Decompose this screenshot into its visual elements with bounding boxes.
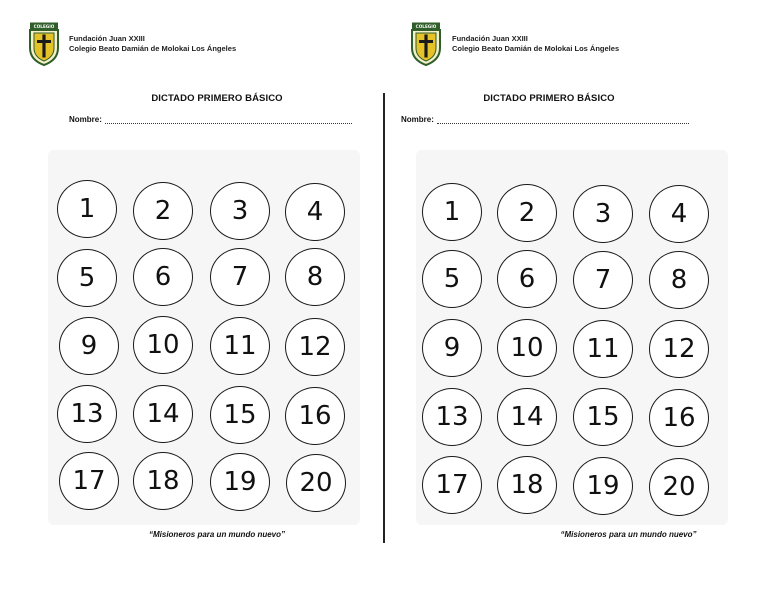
school-motto: “Misioneros para un mundo nuevo” — [148, 530, 285, 539]
number-circle[interactable]: 20 — [649, 458, 709, 516]
number-circle[interactable]: 3 — [210, 182, 270, 240]
school-crest-icon — [410, 22, 442, 66]
foundation-name: Fundación Juan XXIII — [452, 34, 528, 43]
number-circle[interactable]: 17 — [422, 456, 482, 514]
number-circle[interactable]: 20 — [286, 454, 346, 512]
number-circle[interactable]: 6 — [497, 250, 557, 308]
number-circle[interactable]: 2 — [497, 184, 557, 242]
name-field[interactable] — [69, 115, 352, 124]
number-circle[interactable]: 5 — [422, 250, 482, 308]
number-circle[interactable]: 13 — [422, 388, 482, 446]
number-circle[interactable]: 12 — [285, 318, 345, 376]
name-label: Nombre: — [69, 115, 102, 124]
number-circle[interactable]: 2 — [133, 182, 193, 240]
school-crest-icon — [28, 22, 60, 66]
svg-text:COLEGIO: COLEGIO — [33, 23, 55, 29]
number-circle[interactable]: 7 — [573, 251, 633, 309]
school-name: Colegio Beato Damián de Molokai Los Ángeles — [69, 44, 237, 53]
number-circle[interactable]: 4 — [285, 183, 345, 241]
number-circle[interactable]: 19 — [573, 457, 633, 515]
number-circle[interactable]: 4 — [649, 185, 709, 243]
svg-text:COLEGIO: COLEGIO — [415, 23, 437, 29]
number-circle[interactable]: 1 — [57, 180, 117, 238]
number-circle[interactable]: 1 — [422, 183, 482, 241]
number-circle[interactable]: 19 — [210, 453, 270, 511]
worksheet-title: DICTADO PRIMERO BÁSICO — [151, 93, 283, 104]
number-circle[interactable]: 10 — [133, 316, 193, 374]
number-circle[interactable]: 15 — [573, 388, 633, 446]
number-circle[interactable]: 5 — [57, 249, 117, 307]
worksheet-right — [384, 0, 768, 594]
number-circle[interactable]: 12 — [649, 320, 709, 378]
number-grid — [416, 150, 728, 525]
number-circle[interactable]: 16 — [285, 387, 345, 445]
number-circle[interactable]: 16 — [649, 389, 709, 447]
number-circle[interactable]: 8 — [285, 248, 345, 306]
number-circle[interactable]: 3 — [573, 185, 633, 243]
worksheet-title: DICTADO PRIMERO BÁSICO — [483, 93, 615, 104]
school-motto: “Misioneros para un mundo nuevo” — [560, 530, 697, 539]
name-label: Nombre: — [401, 115, 434, 124]
number-circle[interactable]: 15 — [210, 386, 270, 444]
name-blank[interactable] — [105, 116, 352, 124]
number-circle[interactable]: 9 — [59, 317, 119, 375]
number-circle[interactable]: 13 — [57, 385, 117, 443]
number-circle[interactable]: 11 — [210, 317, 270, 375]
school-info — [452, 34, 619, 54]
number-circle[interactable]: 10 — [497, 319, 557, 377]
number-circle[interactable]: 11 — [573, 320, 633, 378]
number-circle[interactable]: 18 — [133, 452, 193, 510]
name-blank[interactable] — [437, 116, 689, 124]
school-name: Colegio Beato Damián de Molokai Los Ángeles — [452, 44, 620, 53]
number-circle[interactable]: 6 — [133, 248, 193, 306]
number-circle[interactable]: 9 — [422, 319, 482, 377]
number-grid — [48, 150, 360, 525]
number-circle[interactable]: 17 — [59, 452, 119, 510]
number-circle[interactable]: 8 — [649, 251, 709, 309]
foundation-name: Fundación Juan XXIII — [69, 34, 145, 43]
name-field[interactable] — [401, 115, 689, 124]
number-circle[interactable]: 14 — [497, 388, 557, 446]
school-info — [69, 34, 236, 54]
number-circle[interactable]: 18 — [497, 456, 557, 514]
number-circle[interactable]: 7 — [210, 248, 270, 306]
number-circle[interactable]: 14 — [133, 385, 193, 443]
